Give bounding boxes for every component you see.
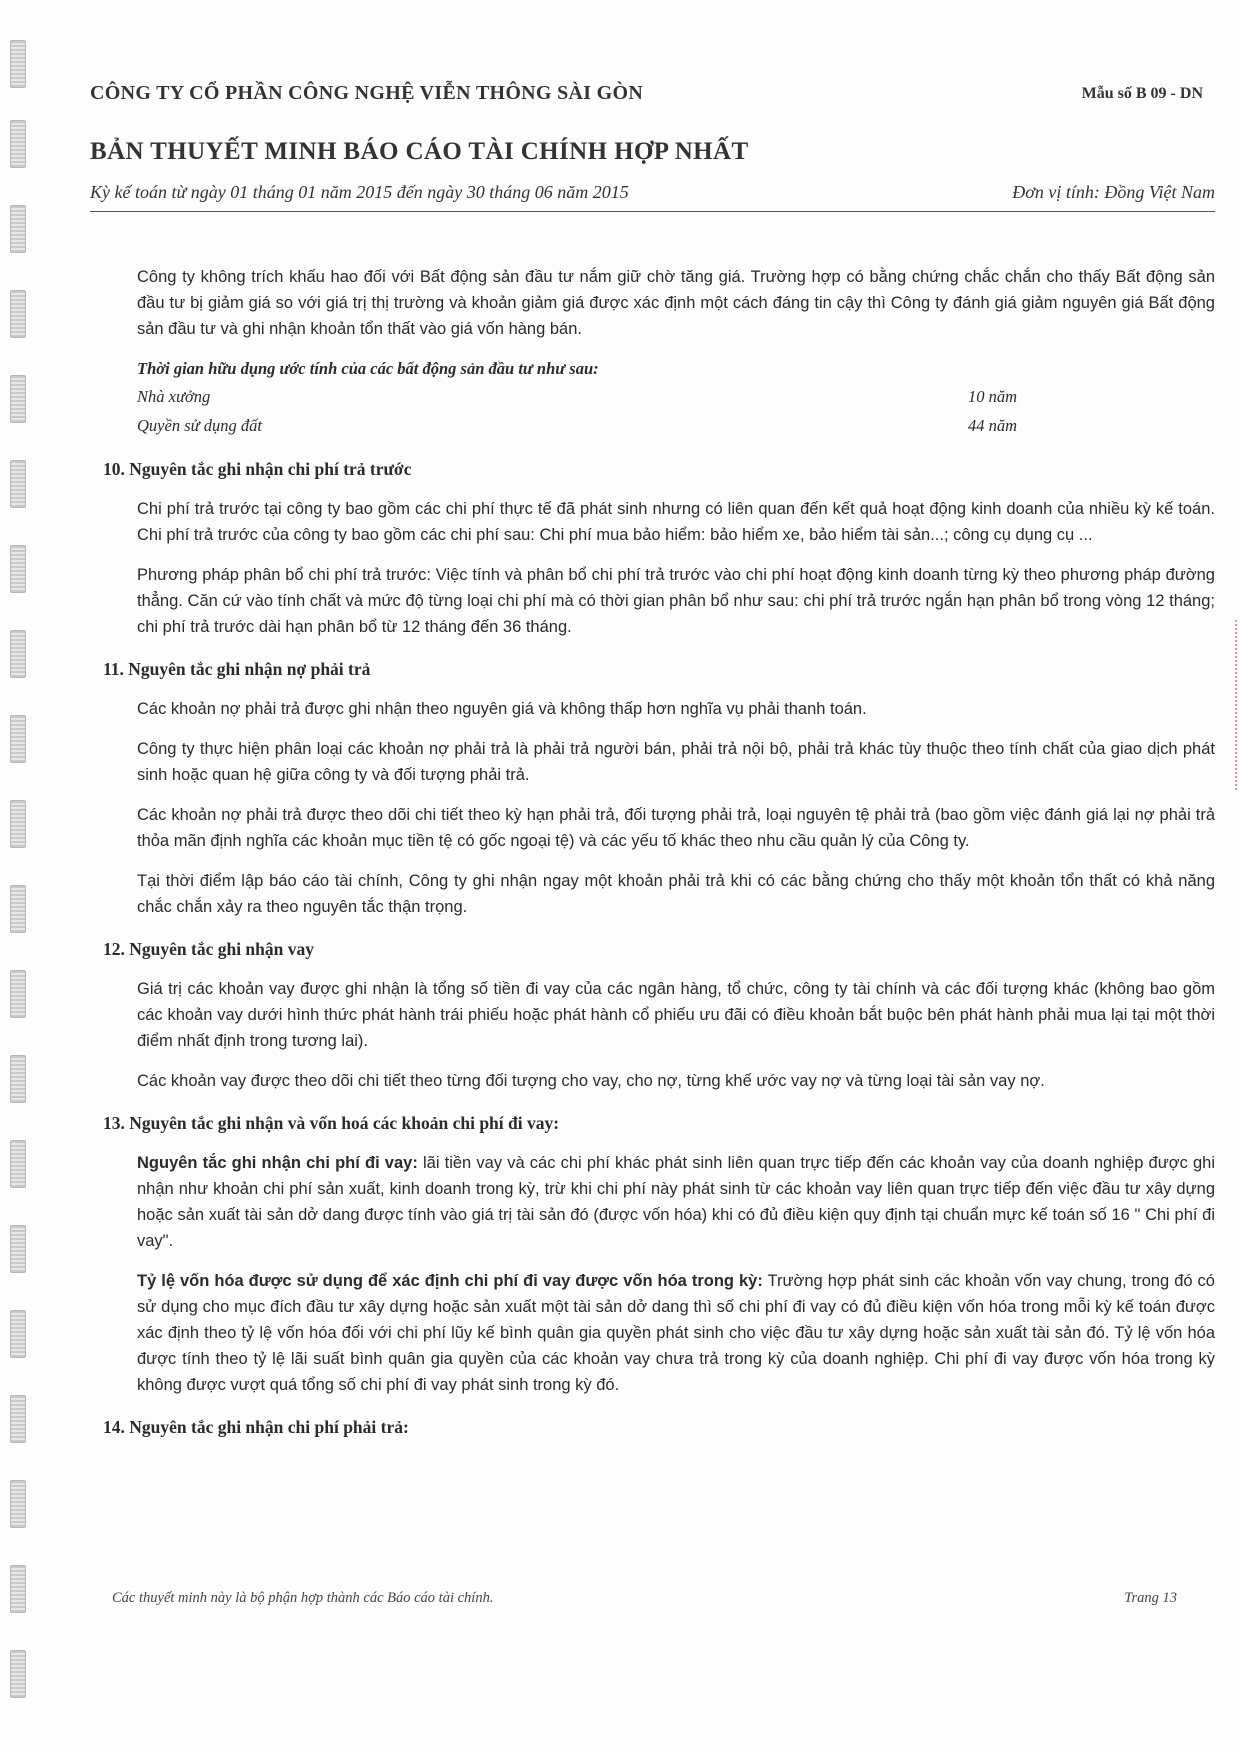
footer-note: Các thuyết minh này là bộ phận hợp thành các Báo cáo tài chính. — [112, 1590, 494, 1606]
form-number: Mẫu số B 09 - DN — [1081, 85, 1203, 102]
page-number: Trang 13 — [1124, 1590, 1177, 1606]
section-11-paragraph: Công ty thực hiện phân loại các khoản nợ phải trả là phải trả người bán, phải trả nội bộ, phải trả khác tùy thuộc theo tính chất của giao dịch phát sinh hoặc quan hệ giữa công ty và đối tượng phải trả. — [137, 740, 1215, 784]
intro-paragraph: Công ty không trích khấu hao đối với Bất động sản đầu tư nắm giữ chờ tăng giá. Trường hợp có bằng chứng chắc chắn cho thấy Bất động sản đầu tư bị giảm giá so với giá trị thị trường và khoản giảm giá được xác định một cách đáng tin cậy thì Công ty đánh giá giảm nguyên giá Bất động sản đầu tư và ghi nhận khoản tổn thất vào giá vốn hàng bán. — [137, 268, 1215, 338]
section-12-paragraph: Giá trị các khoản vay được ghi nhận là tổng số tiền đi vay của các ngân hàng, tổ chức, công ty tài chính và các đối tượng khác (không bao gồm các khoản vay dưới hình thức phát hành trái phiếu hoặc phát hành cổ phiếu ưu đãi có điều khoản bắt buộc bên phát hành phải mua lại tại một thời điểm nhất định trong tương lai). — [137, 980, 1215, 1050]
section-11-paragraph: Các khoản nợ phải trả được ghi nhận theo nguyên giá và không thấp hơn nghĩa vụ phải thanh toán. — [137, 700, 867, 718]
section-10-paragraph: Phương pháp phân bổ chi phí trả trước: Việc tính và phân bổ chi phí trả trước vào chi phí hoạt động kinh doanh từng kỳ theo phương pháp đường thẳng. Căn cứ vào tính chất và mức độ từng loại chi phí mà có thời gian phân bổ như sau: chi phí trả trước ngắn hạn phân bổ trong vòng 12 tháng; chi phí trả trước dài hạn phân bổ từ 12 tháng đến 36 tháng. — [137, 566, 1215, 636]
paragraph-lead: Tỷ lệ vốn hóa được sử dụng để xác định chi phí đi vay được vốn hóa trong kỳ: — [137, 1272, 763, 1290]
section-10-paragraph: Chi phí trả trước tại công ty bao gồm các chi phí thực tế đã phát sinh nhưng có liên quan đến kết quả hoạt động kinh doanh của nhiều kỳ kế toán. Chi phí trả trước của công ty bao gồm các chi phí sau: Chi phí mua bảo hiểm: bảo hiểm xe, bảo hiểm tài sản...; công cụ dụng cụ ... — [137, 500, 1215, 544]
useful-life-row — [137, 382, 1017, 411]
reporting-period: Kỳ kế toán từ ngày 01 tháng 01 năm 2015 đến ngày 30 tháng 06 năm 2015 — [90, 182, 629, 202]
section-13-paragraph — [137, 1150, 1215, 1254]
section-12-title: 12. Nguyên tắc ghi nhận vay — [103, 939, 315, 959]
section-11-title: 11. Nguyên tắc ghi nhận nợ phải trả — [103, 659, 371, 679]
section-13-paragraph — [137, 1268, 1215, 1398]
company-name: CÔNG TY CỔ PHẦN CÔNG NGHỆ VIỄN THÔNG SÀI GÒN — [90, 82, 644, 104]
useful-life-item: Quyền sử dụng đất — [137, 416, 262, 435]
useful-life-years: 44 năm — [967, 416, 1017, 435]
section-12-paragraph: Các khoản vay được theo dõi chi tiết theo từng đối tượng cho vay, cho nợ, từng khế ước vay nợ và từng loại tài sản vay nợ. — [137, 1072, 1045, 1090]
currency-unit: Đơn vị tính: Đồng Việt Nam — [1012, 182, 1215, 202]
document-body — [103, 264, 1215, 1454]
paragraph-text: lãi tiền vay và các chi phí khác phát sinh liên quan trực tiếp đến các khoản vay của doanh nghiệp được ghi nhận như khoản chi phí sản xuất, kinh doanh trong kỳ, trừ khi chi phí này phát sinh từ các khoản vay liên quan trực tiếp đến việc đầu tư xây dựng hoặc sản xuất tài sản dở dang được tính vào giá trị tài sản đó (được vốn hóa) khi có đủ điều kiện quy định tại chuẩn mực kế toán số 16 " Chi phí đi vay". — [137, 1154, 1215, 1250]
section-10-title: 10. Nguyên tắc ghi nhận chi phí trả trước — [103, 459, 412, 479]
section-13-title: 13. Nguyên tắc ghi nhận và vốn hoá các khoản chi phí đi vay: — [103, 1113, 560, 1133]
useful-life-row — [137, 411, 1017, 440]
section-11-paragraph: Tại thời điểm lập báo cáo tài chính, Công ty ghi nhận ngay một khoản phải trả khi có các bằng chứng cho thấy một khoản tổn thất có khả năng chắc chắn xảy ra theo nguyên tắc thận trọng. — [137, 872, 1215, 916]
section-11-paragraph: Các khoản nợ phải trả được theo dõi chi tiết theo kỳ hạn phải trả, đối tượng phải trả, loại nguyên tệ phải trả (bao gồm việc đánh giá lại nợ phải trả thỏa mãn định nghĩa các khoản mục tiền tệ có gốc ngoại tệ) và các yếu tố khác theo nhu cầu quản lý của Công ty. — [137, 806, 1215, 850]
paragraph-text: Trường hợp phát sinh các khoản vốn vay chung, trong đó có sử dụng cho mục đích đầu tư xây dựng hoặc sản xuất một tài sản dở dang thì số chi phí đi vay có đủ điều kiện vốn hóa trong mỗi kỳ kế toán được xác định theo tỷ lệ vốn hóa đối với chi phí lũy kế bình quân gia quyền phát sinh cho việc đầu tư xây dựng hoặc sản xuất tài sản đó. Tỷ lệ vốn hóa được tính theo tỷ lệ lãi suất bình quân gia quyền của các khoản vay chưa trả trong kỳ của doanh nghiệp. Chi phí đi vay được vốn hóa trong kỳ không được vượt quá tổng số chi phí đi vay phát sinh trong kỳ đó. — [137, 1272, 1215, 1394]
section-14-title: 14. Nguyên tắc ghi nhận chi phí phải trả: — [103, 1417, 409, 1437]
paragraph-lead: Nguyên tắc ghi nhận chi phí đi vay: — [137, 1154, 418, 1172]
useful-life-heading: Thời gian hữu dụng ước tính của các bất động sản đầu tư như sau: — [137, 359, 599, 378]
useful-life-item: Nhà xưởng — [137, 387, 211, 406]
header-divider — [90, 211, 1215, 212]
stamp-edge-mark — [1215, 620, 1237, 790]
useful-life-years: 10 năm — [967, 387, 1017, 406]
report-title: BẢN THUYẾT MINH BÁO CÁO TÀI CHÍNH HỢP NHẤT — [90, 138, 749, 165]
